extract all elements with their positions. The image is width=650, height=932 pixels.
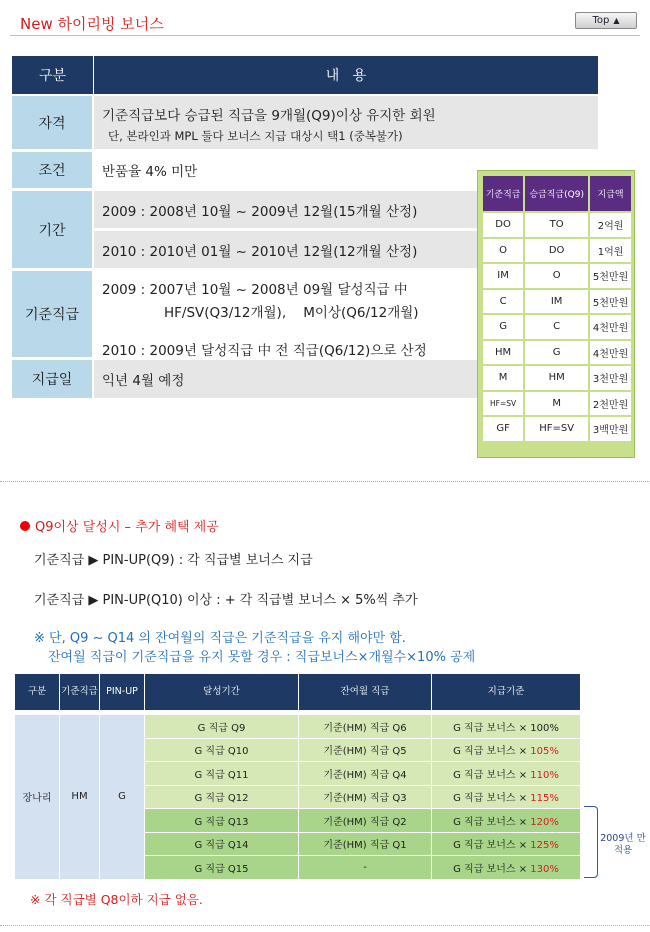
- cell: G: [524, 340, 589, 366]
- row-text: HF/SV(Q3/12개월), M이상(Q6/12개월): [164, 305, 419, 321]
- cell: HF=SV: [524, 416, 589, 442]
- pay-text: G 직급 보너스 ×: [453, 863, 528, 875]
- row-text: 2010 : 2009년 달성직급 中 전 직급(Q6/12)으로 산정: [102, 343, 427, 359]
- cell: 2억원: [589, 212, 632, 238]
- pinup-table: [14, 673, 581, 880]
- cell: O: [482, 238, 524, 264]
- cell: DO: [482, 212, 524, 238]
- payout-head: 승급직급(Q9): [524, 175, 589, 212]
- section-divider: [0, 481, 650, 482]
- header-category: 구분: [12, 56, 94, 94]
- cell: 기준(HM) 직급 Q4: [299, 762, 432, 786]
- cell: 1억원: [589, 238, 632, 264]
- cell: G 직급 Q10: [145, 738, 299, 762]
- pay-pct: 110%: [530, 769, 559, 781]
- brace-note: 2009년 만 적용: [600, 833, 646, 856]
- row-label: 조건: [12, 152, 94, 188]
- cell: [432, 785, 581, 809]
- cell: TO: [524, 212, 589, 238]
- col-head: 달성기간: [145, 674, 299, 711]
- pay-text: G 직급 보너스 ×: [453, 840, 528, 852]
- row-label: 자격: [12, 96, 94, 149]
- cell: C: [482, 289, 524, 315]
- cell: G 직급 Q15: [145, 856, 299, 880]
- note-line-2: 잔여월 직급이 기준직급을 유지 못할 경우 : 직급보너스×개월수×10% 공제: [48, 650, 476, 665]
- payout-row: [482, 263, 632, 289]
- cell: IM: [524, 289, 589, 315]
- top-button-label: Top: [592, 15, 610, 26]
- cell: [432, 715, 581, 739]
- col-head: 지급기준: [432, 674, 581, 711]
- cell: [432, 832, 581, 856]
- pay-text: G 직급 보너스 ×: [453, 769, 528, 781]
- bottom-divider: [0, 925, 650, 926]
- cell: 기준(HM) 직급 Q6: [299, 715, 432, 739]
- rule-line-2: 기준직급 ▶ PIN-UP(Q10) 이상 : + 각 직급별 보너스 × 5%씩 추가: [34, 593, 418, 608]
- pay-text: G 직급 보너스 ×: [453, 793, 528, 805]
- cell: [432, 809, 581, 833]
- cell: [432, 738, 581, 762]
- pay-text: G 직급 보너스 ×: [453, 746, 528, 758]
- cell: C: [524, 314, 589, 340]
- col-head: PIN-UP: [100, 674, 145, 711]
- section-title: [20, 516, 219, 535]
- cell: G 직급 Q11: [145, 762, 299, 786]
- payout-table: [477, 170, 635, 458]
- row-text: 반품율 4% 미만: [102, 164, 198, 180]
- cell: G 직급 Q12: [145, 785, 299, 809]
- cell: M: [482, 365, 524, 391]
- page-title: New 하이리빙 보너스: [20, 15, 164, 33]
- bonus-table-header: [12, 56, 598, 94]
- row-label: 기간: [12, 191, 94, 268]
- payout-row: [482, 365, 632, 391]
- pay-pct: 130%: [530, 863, 559, 875]
- payout-row: [482, 416, 632, 442]
- cell: 기준(HM) 직급 Q5: [299, 738, 432, 762]
- payout-head: 기준직급: [482, 175, 524, 212]
- bullet-icon: [20, 521, 30, 531]
- row-text: 2009 : 2008년 10월 ~ 2009년 12월(15개월 산정): [102, 203, 418, 220]
- cell: -: [299, 856, 432, 880]
- payout-row: [482, 340, 632, 366]
- cell: G 직급 Q14: [145, 832, 299, 856]
- cell: [432, 856, 581, 880]
- cell: M: [524, 391, 589, 417]
- cell: 2천만원: [589, 391, 632, 417]
- group-pin: G: [100, 715, 145, 880]
- cell: HF=SV: [482, 391, 524, 417]
- top-button[interactable]: [575, 12, 637, 29]
- cell: GF: [482, 416, 524, 442]
- section-title-text: Q9이상 달성시 – 추가 혜택 제공: [35, 520, 219, 535]
- row-text: 단, 본라인과 MPL 둘다 보너스 지급 대상시 택1 (중복불가): [108, 129, 403, 143]
- row-label: 기준직급: [12, 271, 94, 357]
- rule-line-1: 기준직급 ▶ PIN-UP(Q9) : 각 직급별 보너스 지급: [34, 553, 313, 568]
- col-head: 잔여월 직급: [299, 674, 432, 711]
- payout-row: [482, 212, 632, 238]
- payout-row: [482, 289, 632, 315]
- header-divider: [10, 35, 640, 36]
- cell: 기준(HM) 직급 Q1: [299, 832, 432, 856]
- cell: G 직급 Q9: [145, 715, 299, 739]
- pay-text: G 직급 보너스 ×: [453, 722, 528, 734]
- note-line-1: ※ 단, Q9 ~ Q14 의 잔여월의 직급은 기준직급을 유지 해야만 함.: [34, 631, 406, 646]
- cell: [432, 762, 581, 786]
- footer-note: ※ 각 직급별 Q8이하 지급 없음.: [30, 892, 203, 907]
- payout-row: [482, 238, 632, 264]
- bracket-icon: [584, 806, 598, 878]
- cell: 기준(HM) 직급 Q2: [299, 809, 432, 833]
- pay-pct: 125%: [530, 840, 559, 852]
- payout-row: [482, 391, 632, 417]
- triangle-up-icon: ▲: [613, 16, 620, 25]
- cell: 3백만원: [589, 416, 632, 442]
- cell: 5천만원: [589, 263, 632, 289]
- cell: IM: [482, 263, 524, 289]
- cell: 기준(HM) 직급 Q3: [299, 785, 432, 809]
- pay-pct: 115%: [530, 793, 559, 805]
- cell: HM: [482, 340, 524, 366]
- header-content: 내 용: [94, 56, 598, 94]
- cell: G 직급 Q13: [145, 809, 299, 833]
- cell: 4천만원: [589, 340, 632, 366]
- pinup-row: [15, 715, 581, 739]
- pay-pct: 105%: [530, 746, 559, 758]
- row-text: 익년 4월 예정: [102, 373, 185, 389]
- col-head: 기준직급: [60, 674, 100, 711]
- pay-pct: 120%: [530, 816, 559, 828]
- row-text: 기준직급보다 승급된 직급을 9개월(Q9)이상 유지한 회원: [102, 108, 436, 124]
- payout-row: [482, 314, 632, 340]
- cell: G: [482, 314, 524, 340]
- col-head: 구분: [15, 674, 60, 711]
- cell: 5천만원: [589, 289, 632, 315]
- cell: DO: [524, 238, 589, 264]
- cell: 3천만원: [589, 365, 632, 391]
- row-text: 2009 : 2007년 10월 ~ 2008년 09월 달성직급 中: [102, 282, 408, 298]
- pay-text: G 직급 보너스 ×: [453, 816, 528, 828]
- row-text: 2010 : 2010년 01월 ~ 2010년 12월(12개월 산정): [102, 243, 418, 260]
- pay-pct: 100%: [530, 722, 559, 734]
- payout-head: 지급액: [589, 175, 632, 212]
- group-base: HM: [60, 715, 100, 880]
- group-label: 장나리: [15, 715, 60, 880]
- cell: HM: [524, 365, 589, 391]
- cell: O: [524, 263, 589, 289]
- row-qualification: [12, 96, 598, 149]
- cell: 4천만원: [589, 314, 632, 340]
- row-label: 지급일: [12, 360, 94, 398]
